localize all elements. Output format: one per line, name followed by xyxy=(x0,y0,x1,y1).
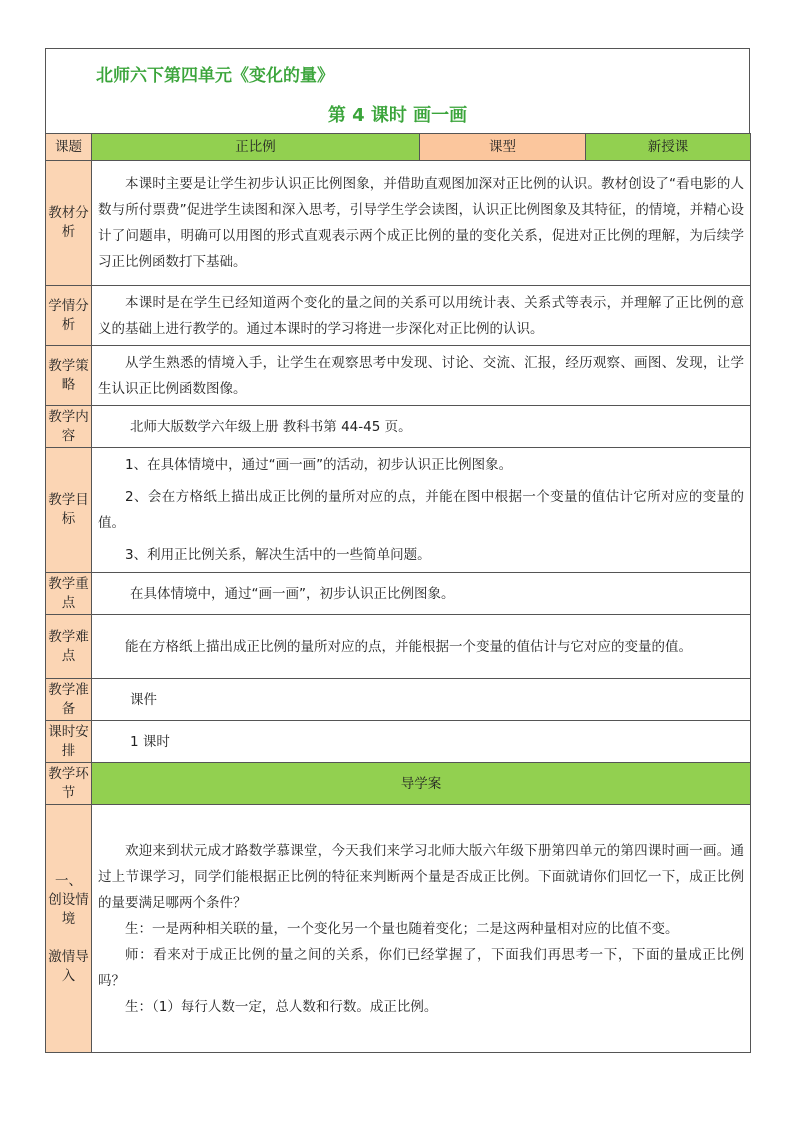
goals-label: 教学目标 xyxy=(46,448,92,573)
goal-item: 1、在具体情境中，通过“画一画”的活动，初步认识正比例图象。 xyxy=(125,457,513,473)
time-row xyxy=(46,721,751,763)
process-header: 导学案 xyxy=(92,763,751,805)
goals-list xyxy=(92,448,751,573)
prep-label: 教学准备 xyxy=(46,679,92,721)
strategy-label: 教学策略 xyxy=(46,346,92,406)
students-row xyxy=(46,286,751,346)
content-label: 教学内容 xyxy=(46,406,92,448)
lesson-type-label: 课型 xyxy=(420,134,586,161)
content-row xyxy=(46,406,751,448)
lesson-plan-table xyxy=(45,133,751,1053)
intro-paragraph: 生：（1）每行人数一定，总人数和行数。成正比例。 xyxy=(125,998,438,1015)
intro-label xyxy=(46,805,92,1053)
difficulty-text: 能在方格纸上描出成正比例的量所对应的点，并能根据一个变量的值估计与它对应的变量的值。 xyxy=(92,615,751,679)
students-label: 学情分析 xyxy=(46,286,92,346)
content-text: 北师大版数学六年级上册 教科书第 44-45 页。 xyxy=(92,406,751,448)
time-label: 课时安排 xyxy=(46,721,92,763)
strategy-text: 从学生熟悉的情境入手，让学生在观察思考中发现、讨论、交流、汇报，经历观察、画图、发现，让学生认识正比例函数图像。 xyxy=(92,346,751,406)
students-text: 本课时是在学生已经知道两个变化的量之间的关系可以用统计表、关系式等表示，并理解了正比例的意义的基础上进行教学的。通过本课时的学习将进一步深化对正比例的认识。 xyxy=(92,286,751,346)
process-row xyxy=(46,763,751,805)
goal-item: 2、会在方格纸上描出成正比例的量所对应的点，并能在图中根据一个变量的值估计它所对应的变量的值。 xyxy=(98,489,744,531)
prep-text: 课件 xyxy=(92,679,751,721)
goals-row xyxy=(46,448,751,573)
lesson-plan-sheet xyxy=(45,48,750,1053)
intro-paragraph: 欢迎来到状元成才路数学慕课堂，今天我们来学习北师大版六年级下册第四单元的第四课时画一画。通过上节课学习，同学们能根据正比例的特征来判断两个量是否成正比例。下面就请你们回忆一下，成正比例的量要满足哪两个条件？ xyxy=(98,842,744,911)
topic-row xyxy=(46,134,751,161)
document-header xyxy=(45,48,750,133)
intro-content xyxy=(92,805,751,1053)
unit-title: 北师六下第四单元《变化的量》 xyxy=(96,66,334,86)
strategy-row xyxy=(46,346,751,406)
process-label: 教学环节 xyxy=(46,763,92,805)
lesson-type-value: 新授课 xyxy=(586,134,751,161)
intro-label-b: 激情导入 xyxy=(48,948,89,984)
material-row xyxy=(46,161,751,286)
intro-paragraph: 生：一是两种相关联的量，一个变化另一个量也随着变化；二是这两种量相对应的比值不变。 xyxy=(125,920,679,937)
key-point-text: 在具体情境中，通过“画一画”，初步认识正比例图象。 xyxy=(92,573,751,615)
lesson-title: 第 4 课时 画一画 xyxy=(327,105,468,126)
intro-paragraph: 师：看来对于成正比例的量之间的关系，你们已经掌握了，下面我们再思考一下，下面的量成正比例吗？ xyxy=(98,946,744,989)
material-text: 本课时主要是让学生初步认识正比例图象，并借助直观图加深对正比例的认识。教材创设了“看电影的人数与所付票费”促进学生读图和深入思考，引导学生学会读图，认识正比例图象及其特征，的情境，并精心设计了问题串，明确可以用图的形式直观表示两个成正比例的量的变化关系，促进对正比例的理解，为后续学习正比例函数打下基础。 xyxy=(92,161,751,286)
intro-row xyxy=(46,805,751,1053)
topic-value: 正比例 xyxy=(92,134,420,161)
difficulty-row xyxy=(46,615,751,679)
time-text: 1 课时 xyxy=(92,721,751,763)
key-point-label: 教学重点 xyxy=(46,573,92,615)
intro-section-number: 一、 xyxy=(55,872,82,889)
key-point-row xyxy=(46,573,751,615)
topic-label: 课题 xyxy=(46,134,92,161)
material-label: 教材分析 xyxy=(46,161,92,286)
difficulty-label: 教学难点 xyxy=(46,615,92,679)
goal-item: 3、利用正比例关系，解决生活中的一些简单问题。 xyxy=(125,547,431,563)
prep-row xyxy=(46,679,751,721)
intro-label-a: 创设情境 xyxy=(48,891,89,927)
